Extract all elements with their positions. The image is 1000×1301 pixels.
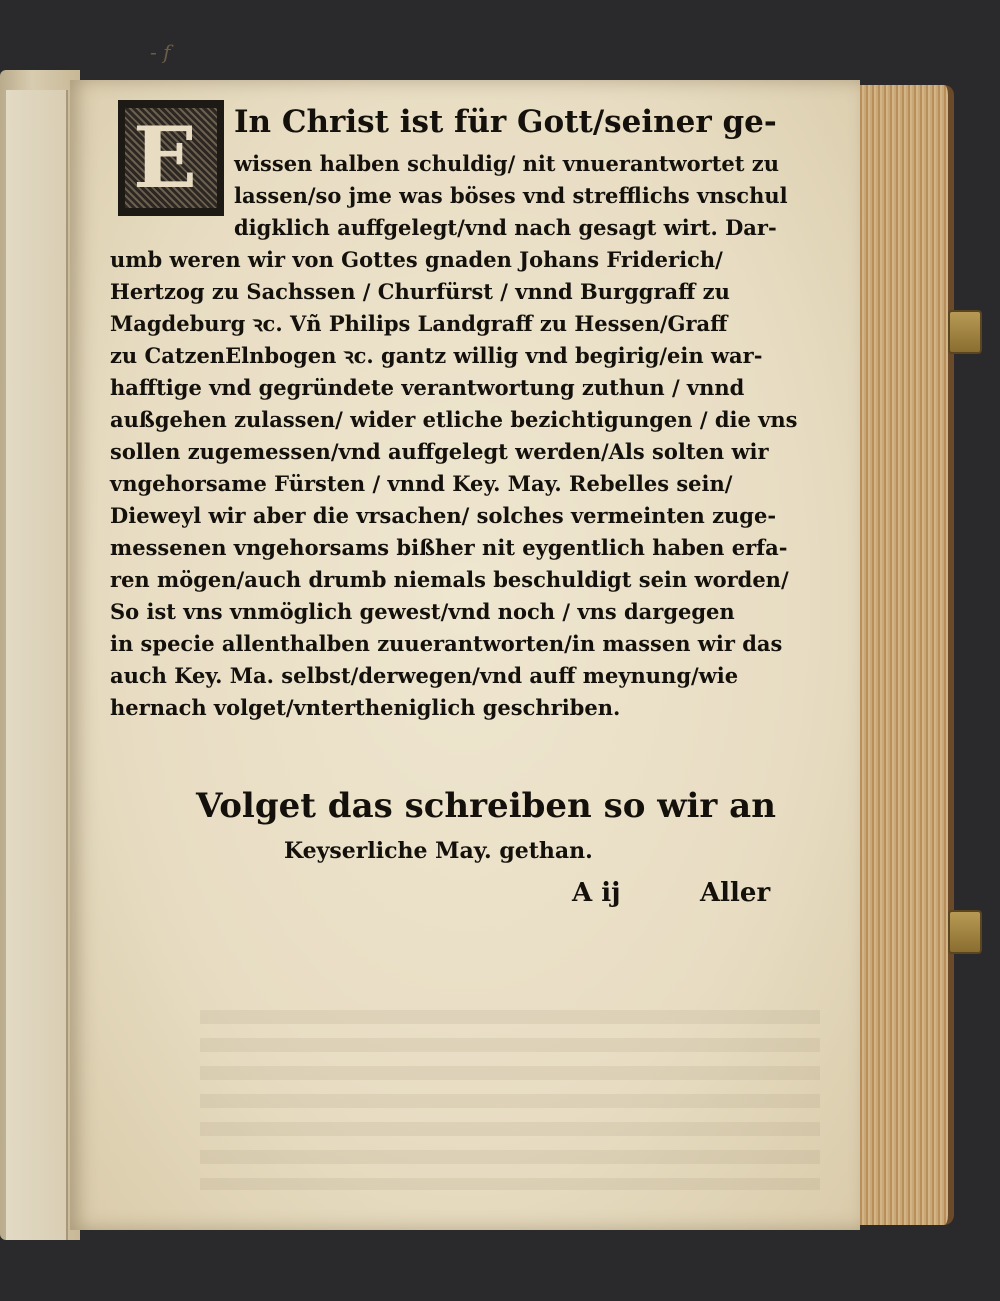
body-line: messenen vngehorsams bißher nit eygentlich haben erfa- bbox=[110, 535, 788, 560]
body-text bbox=[110, 96, 798, 724]
body-line: hernach volget/vntertheniglich geschriben. bbox=[110, 695, 621, 720]
folio-mark: - f bbox=[150, 40, 171, 64]
page-block-edges bbox=[858, 85, 954, 1225]
body-line: In Christ ist für Gott/seiner ge- bbox=[234, 104, 777, 140]
body-line: So ist vns vnmöglich gewest/vnd noch / vns dargegen bbox=[110, 599, 735, 624]
body-line: Hertzog zu Sachssen / Churfürst / vnnd Burggraff zu bbox=[110, 279, 730, 304]
body-line: lassen/so jme was böses vnd strefflichs vnschul bbox=[234, 183, 788, 208]
body-line: außgehen zulassen/ wider etliche bezichtigungen / die vns bbox=[110, 407, 798, 432]
signature-mark: A ij bbox=[572, 878, 621, 908]
catchword: Aller bbox=[700, 878, 771, 908]
body-line: ren mögen/auch drumb niemals beschuldigt sein worden/ bbox=[110, 567, 789, 592]
body-line: digklich auffgelegt/vnd nach gesagt wirt. Dar- bbox=[234, 215, 777, 240]
body-line: hafftige vnd gegründete verantwortung zuthun / vnnd bbox=[110, 375, 745, 400]
left-page-edge bbox=[0, 70, 80, 1240]
section-subheading: Keyserliche May. gethan. bbox=[284, 838, 593, 864]
section-heading: Volget das schreiben so wir an bbox=[196, 786, 776, 826]
body-line: auch Key. Ma. selbst/derwegen/vnd auff meynung/wie bbox=[110, 663, 739, 688]
initial-letter: E bbox=[133, 108, 198, 207]
upper-clasp-icon bbox=[948, 310, 982, 354]
left-leaf bbox=[6, 90, 68, 1240]
lower-clasp-icon bbox=[948, 910, 982, 954]
body-line: sollen zugemessen/vnd auffgelegt werden/Als solten wir bbox=[110, 439, 769, 464]
body-line: Dieweyl wir aber die vrsachen/ solches vermeinten zuge- bbox=[110, 503, 777, 528]
show-through-text bbox=[200, 1010, 820, 1190]
body-line: wissen halben schuldig/ nit vnuerantwortet zu bbox=[234, 151, 779, 176]
body-line: umb weren wir von Gottes gnaden Johans Friderich/ bbox=[110, 247, 723, 272]
body-line: vngehorsame Fürsten / vnnd Key. May. Rebelles sein/ bbox=[110, 471, 733, 496]
body-line: Magdeburg ꝛc. Vñ Philips Landgraff zu Hessen/Graff bbox=[110, 311, 728, 336]
body-line: zu CatzenElnbogen ꝛc. gantz willig vnd begirig/ein war- bbox=[110, 343, 763, 368]
body-line: in specie allenthalben zuuerantworten/in massen wir das bbox=[110, 631, 783, 656]
